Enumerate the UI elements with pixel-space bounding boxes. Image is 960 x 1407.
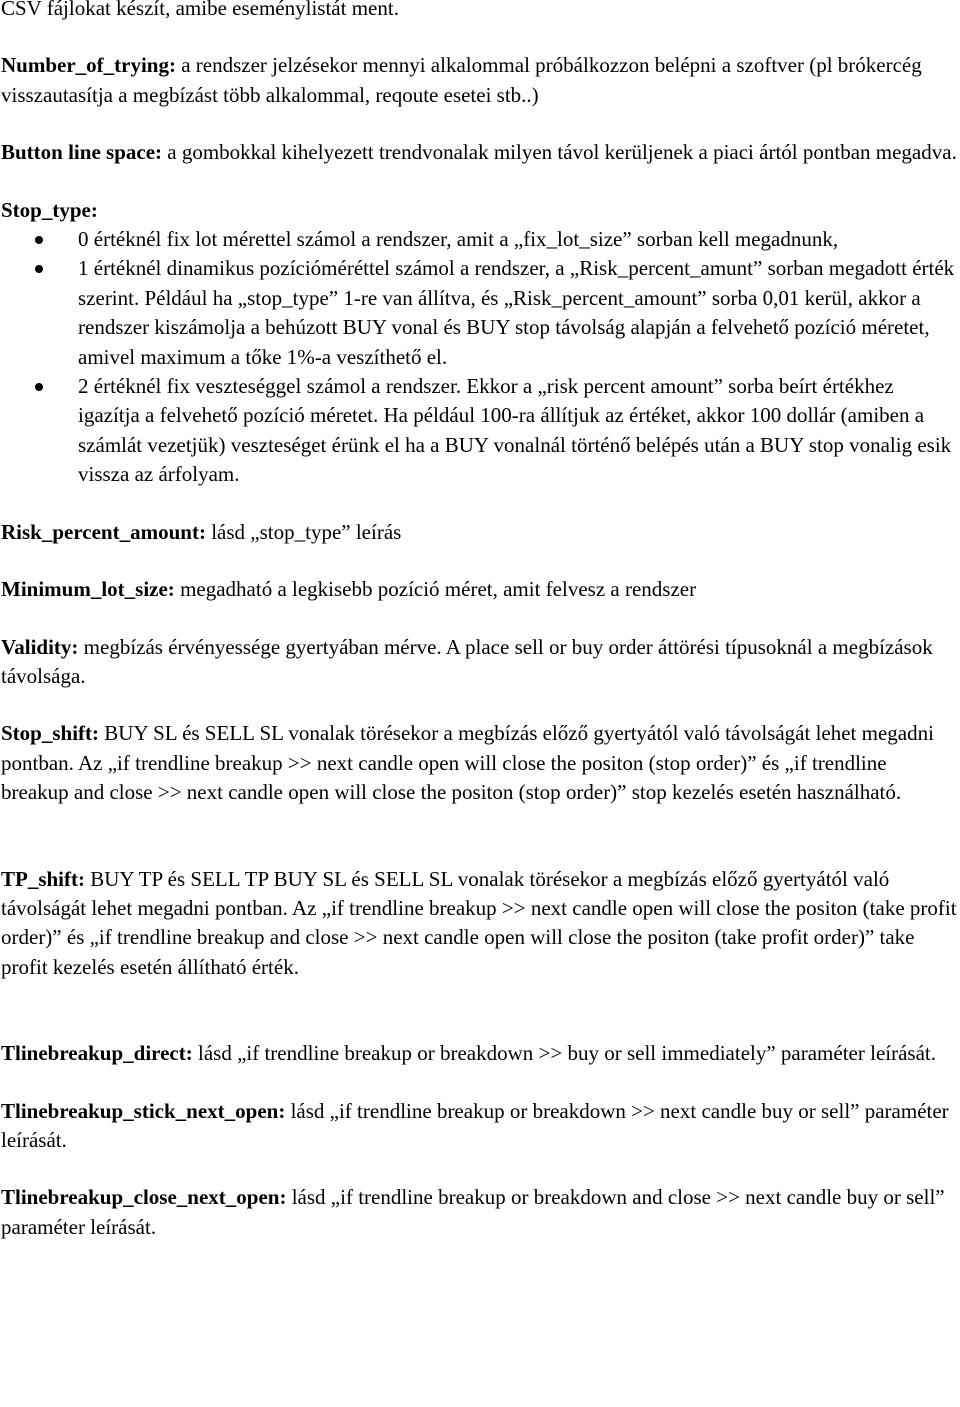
tlinebreakup-direct-paragraph <box>1 1039 957 1068</box>
stop-type-item-1: 1 értéknél dinamikus pozícióméréttel számol a rendszer, a „Risk_percent_amunt” sorban megadott érték szerint. Például ha „stop_type” 1-re van állítva, és „Risk_percent_amount” sorba 0,01 kerül, akkor a rendszer kiszámolja a behúzott BUY vonal és BUY stop távolság alapján a felvehető pozíció méretet, amivel maximum a tőke 1%-a veszíthető el. <box>78 256 955 369</box>
tlinebreakup-stick-next-open-text: lásd „if trendline breakup or breakdown >> next candle buy or sell” paraméter leírását. <box>1 1098 949 1152</box>
bullet-icon <box>35 383 43 391</box>
stop-type-heading <box>1 196 957 225</box>
minimum-lot-size-text: megadható a legkisebb pozíció méret, amit felvesz a rendszer <box>174 577 697 602</box>
risk-percent-amount-term: Risk_percent_amount: <box>1 519 206 544</box>
minimum-lot-size-term: Minimum_lot_size: <box>1 577 175 602</box>
bullet-icon <box>35 236 43 244</box>
stop-shift-text: BUY SL és SELL SL vonalak törésekor a megbízás előző gyertyától való távolságát lehet megadni pontban. Az „if trendline breakup >> next candle open will close the positon (stop order)” és „if trendline breakup and close >> next candle open will close the positon (stop order)” stop kezelés esetén használható. <box>1 721 934 805</box>
button-line-space-text: a gombokkal kihelyezett trendvonalak milyen távol kerüljenek a piaci ártól pontban megadva. <box>162 140 957 165</box>
document-page <box>1 0 957 1242</box>
tlinebreakup-close-next-open-text: lásd „if trendline breakup or breakdown and close >> next candle buy or sell” paraméter leírását. <box>1 1185 945 1239</box>
tp-shift-paragraph <box>1 865 957 983</box>
validity-paragraph <box>1 633 957 692</box>
tlinebreakup-direct-term: Tlinebreakup_direct: <box>1 1041 193 1066</box>
list-item <box>1 225 957 254</box>
stop-type-list <box>1 225 957 490</box>
button-line-space-paragraph <box>1 138 957 167</box>
intro-paragraph <box>1 0 957 23</box>
risk-percent-amount-paragraph <box>1 518 957 547</box>
minimum-lot-size-paragraph <box>1 575 957 604</box>
stop-type-item-0: 0 értéknél fix lot mérettel számol a rendszer, amit a „fix_lot_size” sorban kell megadnunk, <box>78 227 839 252</box>
number-of-trying-text: a rendszer jelzésekor mennyi alkalommal próbálkozzon belépni a szoftver (pl brókercég visszautasítja a megbízást több alkalommal, reqoute esetei stb..) <box>1 53 922 107</box>
risk-percent-amount-text: lásd „stop_type” leírás <box>205 519 402 544</box>
tp-shift-text: BUY TP és SELL TP BUY SL és SELL SL vonalak törésekor a megbízás előző gyertyától való távolságát lehet megadni pontban. Az „if trendline breakup >> next candle open will close the positon (take profit order)” és „if trendline breakup and close >> next candle open will close the positon (take profit order)” take profit kezelés esetén állítható érték. <box>1 866 957 979</box>
stop-shift-term: Stop_shift: <box>1 721 100 746</box>
tlinebreakup-close-next-open-paragraph <box>1 1183 957 1242</box>
tlinebreakup-close-next-open-term: Tlinebreakup_close_next_open: <box>1 1185 287 1210</box>
button-line-space-term: Button line space: <box>1 140 163 165</box>
tlinebreakup-stick-next-open-paragraph <box>1 1097 957 1156</box>
bullet-icon <box>35 265 43 273</box>
intro-text: CSV fájlokat készít, amibe eseménylistát ment. <box>1 0 399 20</box>
tlinebreakup-direct-text: lásd „if trendline breakup or breakdown >> buy or sell immediately” paraméter leírását. <box>192 1041 936 1066</box>
stop-shift-paragraph <box>1 719 957 807</box>
number-of-trying-term: Number_of_trying: <box>1 53 176 78</box>
number-of-trying-paragraph <box>1 51 957 110</box>
tlinebreakup-stick-next-open-term: Tlinebreakup_stick_next_open: <box>1 1098 286 1123</box>
tp-shift-term: TP_shift: <box>1 866 85 891</box>
list-item <box>1 372 957 490</box>
stop-type-item-2: 2 értéknél fix veszteséggel számol a rendszer. Ekkor a „risk percent amount” sorba beírt értékhez igazítja a felvehető pozíció méretet. Ha például 100-ra állítjuk az értéket, akkor 100 dollár (amiben a számlát vezetjük) veszteséget érünk el ha a BUY vonalnál történő belépés után a BUY stop vonalig esik vissza az árfolyam. <box>78 374 952 487</box>
stop-type-term: Stop_type: <box>1 197 98 222</box>
validity-term: Validity: <box>1 634 79 659</box>
validity-text: megbízás érvényessége gyertyában mérve. A place sell or buy order áttörési típusoknál a megbízások távolsága. <box>1 634 933 688</box>
list-item <box>1 254 957 372</box>
